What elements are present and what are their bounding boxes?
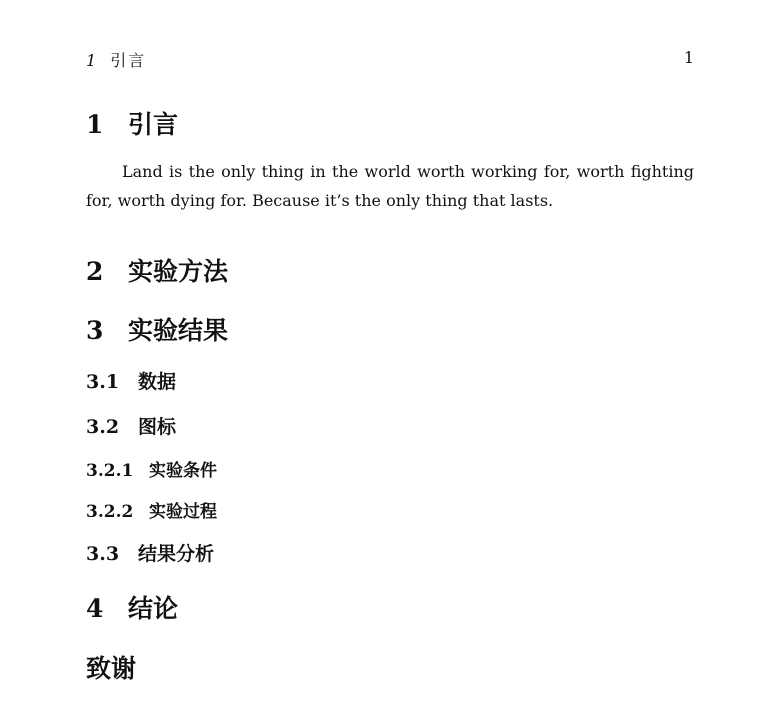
subsubsection-heading <box>86 456 217 481</box>
section-number: 3 <box>86 316 104 345</box>
running-header <box>86 48 694 70</box>
section-heading <box>86 105 178 141</box>
intro-paragraph: Land is the only thing in the world worth working for, worth fighting for, worth dying for. Because it’s the only thing that lasts. <box>86 162 694 210</box>
subsubsection-number: 3.2.1 <box>86 461 134 481</box>
running-header-section-title: 引言 <box>110 51 147 70</box>
section-title: 结论 <box>128 594 179 623</box>
section-number: 2 <box>86 257 104 286</box>
subsection-number: 3.1 <box>86 371 120 393</box>
section-title: 引言 <box>128 110 179 139</box>
subsubsection-title: 实验过程 <box>149 502 217 522</box>
subsection-heading <box>86 539 214 566</box>
subsubsection-heading <box>86 497 217 522</box>
section-number: 4 <box>86 594 104 623</box>
section-title: 实验方法 <box>128 257 229 286</box>
subsection-heading <box>86 367 176 394</box>
page-number: 1 <box>683 48 694 67</box>
subsection-heading <box>86 412 176 439</box>
running-header-left <box>86 48 146 71</box>
section-heading <box>86 311 228 347</box>
acknowledgement-heading: 致谢 <box>86 654 137 683</box>
section-title: 实验结果 <box>128 316 229 345</box>
subsection-title: 结果分析 <box>138 543 215 565</box>
section-number: 1 <box>86 110 104 139</box>
subsection-title: 数据 <box>138 371 177 393</box>
subsubsection-number: 3.2.2 <box>86 502 134 522</box>
section-heading <box>86 252 228 288</box>
subsection-number: 3.2 <box>86 416 120 438</box>
subsection-title: 图标 <box>138 416 177 438</box>
section-heading <box>86 589 178 625</box>
running-header-section-number: 1 <box>86 51 97 70</box>
subsubsection-title: 实验条件 <box>149 461 217 481</box>
subsection-number: 3.3 <box>86 543 120 565</box>
